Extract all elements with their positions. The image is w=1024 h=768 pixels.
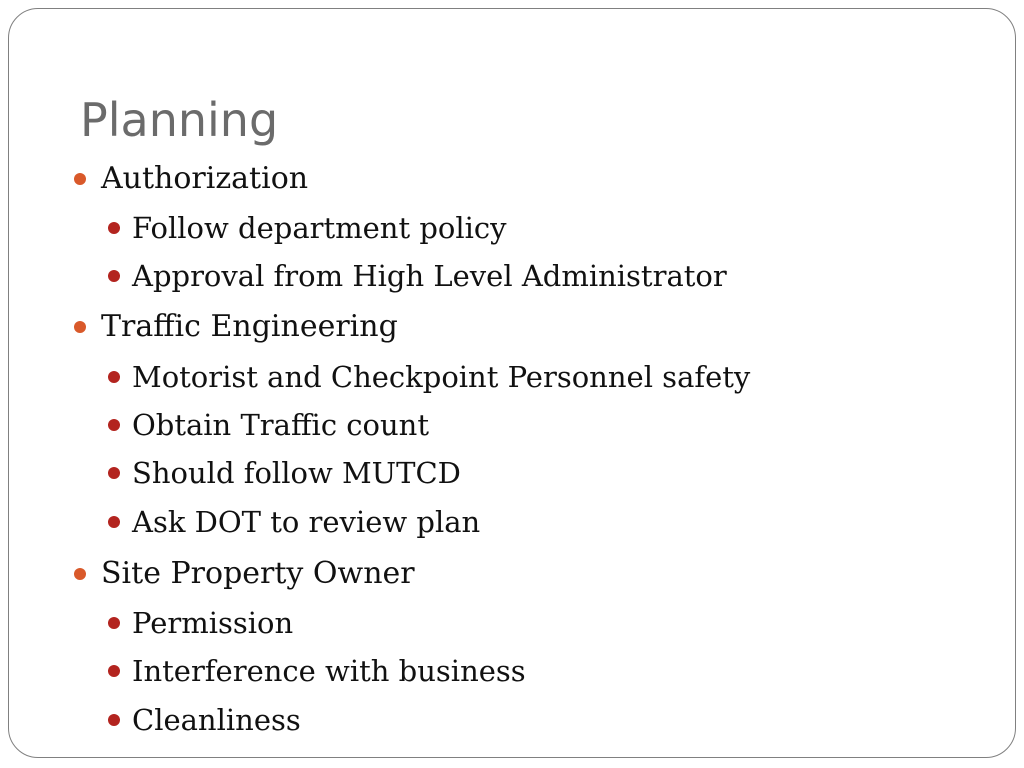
sub-bullet-dot-icon xyxy=(108,222,120,234)
sub-bullet-dot-icon xyxy=(108,270,120,282)
list-item: Interference with business xyxy=(132,654,526,688)
section-authorization: Authorization xyxy=(101,161,309,196)
slide-title: Planning xyxy=(80,93,279,147)
list-item: Ask DOT to review plan xyxy=(132,505,481,539)
sub-bullet-dot-icon xyxy=(108,419,120,431)
list-item: Motorist and Checkpoint Personnel safety xyxy=(132,360,751,394)
list-item: Approval from High Level Administrator xyxy=(132,259,727,293)
sub-bullet-dot-icon xyxy=(108,371,120,383)
list-item: Should follow MUTCD xyxy=(132,456,461,490)
sub-bullet-dot-icon xyxy=(108,516,120,528)
bullet-dot-icon xyxy=(74,568,86,580)
list-item: Cleanliness xyxy=(132,703,301,737)
sub-bullet-dot-icon xyxy=(108,665,120,677)
list-item: Obtain Traffic count xyxy=(132,408,429,442)
sub-bullet-dot-icon xyxy=(108,467,120,479)
section-traffic-engineering: Traffic Engineering xyxy=(101,309,398,344)
section-site-property-owner: Site Property Owner xyxy=(101,556,415,591)
sub-bullet-dot-icon xyxy=(108,714,120,726)
bullet-dot-icon xyxy=(74,173,86,185)
list-item: Follow department policy xyxy=(132,211,507,245)
list-item: Permission xyxy=(132,606,294,640)
sub-bullet-dot-icon xyxy=(108,617,120,629)
bullet-dot-icon xyxy=(74,321,86,333)
